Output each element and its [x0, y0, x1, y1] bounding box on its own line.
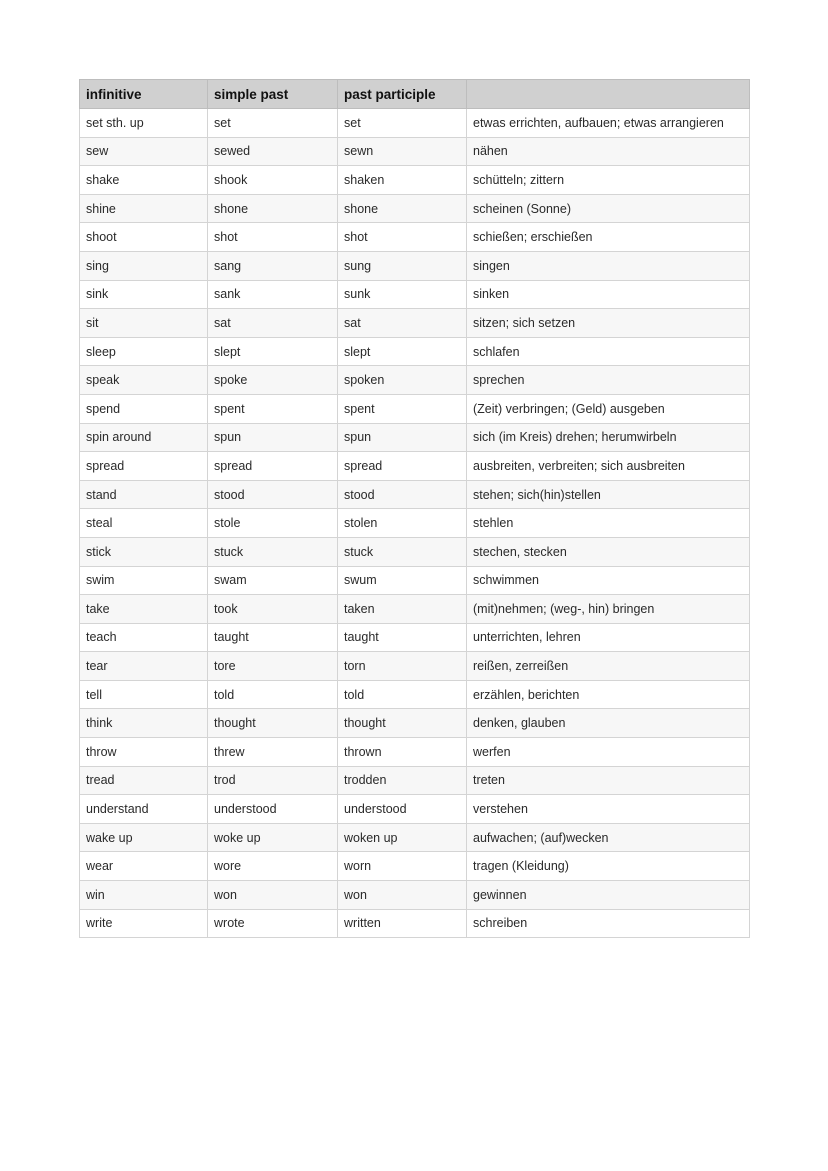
cell-past-participle: set: [338, 109, 467, 138]
cell-past-participle: thrown: [338, 738, 467, 767]
cell-simple-past: slept: [208, 337, 338, 366]
cell-simple-past: wrote: [208, 909, 338, 938]
cell-simple-past: tore: [208, 652, 338, 681]
cell-translation: scheinen (Sonne): [467, 194, 750, 223]
table-row: [80, 566, 750, 595]
cell-past-participle: won: [338, 881, 467, 910]
cell-past-participle: understood: [338, 795, 467, 824]
cell-past-participle: trodden: [338, 766, 467, 795]
table-row: [80, 623, 750, 652]
irregular-verbs-table: [79, 79, 750, 938]
table-row: [80, 366, 750, 395]
cell-infinitive: wear: [80, 852, 208, 881]
cell-past-participle: stood: [338, 480, 467, 509]
table-row: [80, 766, 750, 795]
cell-past-participle: spoken: [338, 366, 467, 395]
cell-past-participle: written: [338, 909, 467, 938]
cell-translation: stechen, stecken: [467, 537, 750, 566]
table-header: [80, 80, 750, 109]
table-row: [80, 309, 750, 338]
header-past-participle: past participle: [338, 80, 467, 109]
cell-simple-past: understood: [208, 795, 338, 824]
cell-simple-past: swam: [208, 566, 338, 595]
cell-infinitive: spend: [80, 394, 208, 423]
table-row: [80, 251, 750, 280]
cell-past-participle: taken: [338, 595, 467, 624]
cell-past-participle: sunk: [338, 280, 467, 309]
cell-translation: stehlen: [467, 509, 750, 538]
cell-infinitive: set sth. up: [80, 109, 208, 138]
cell-translation: schütteln; zittern: [467, 166, 750, 195]
table-row: [80, 509, 750, 538]
cell-infinitive: spread: [80, 452, 208, 481]
cell-infinitive: shake: [80, 166, 208, 195]
cell-infinitive: tear: [80, 652, 208, 681]
cell-translation: denken, glauben: [467, 709, 750, 738]
table-row: [80, 823, 750, 852]
cell-simple-past: thought: [208, 709, 338, 738]
cell-translation: unterrichten, lehren: [467, 623, 750, 652]
cell-translation: schreiben: [467, 909, 750, 938]
cell-simple-past: shone: [208, 194, 338, 223]
table-row: [80, 280, 750, 309]
cell-past-participle: sung: [338, 251, 467, 280]
header-translation: [467, 80, 750, 109]
cell-translation: schlafen: [467, 337, 750, 366]
table-row: [80, 394, 750, 423]
cell-infinitive: tread: [80, 766, 208, 795]
cell-simple-past: wore: [208, 852, 338, 881]
cell-translation: tragen (Kleidung): [467, 852, 750, 881]
cell-infinitive: stick: [80, 537, 208, 566]
cell-translation: nähen: [467, 137, 750, 166]
cell-past-participle: sewn: [338, 137, 467, 166]
header-row: [80, 80, 750, 109]
cell-past-participle: spent: [338, 394, 467, 423]
cell-translation: singen: [467, 251, 750, 280]
table-row: [80, 795, 750, 824]
table-row: [80, 337, 750, 366]
cell-infinitive: write: [80, 909, 208, 938]
cell-translation: werfen: [467, 738, 750, 767]
cell-past-participle: torn: [338, 652, 467, 681]
cell-infinitive: wake up: [80, 823, 208, 852]
cell-infinitive: sleep: [80, 337, 208, 366]
cell-translation: etwas errichten, aufbauen; etwas arrangieren: [467, 109, 750, 138]
table-row: [80, 109, 750, 138]
cell-past-participle: swum: [338, 566, 467, 595]
cell-simple-past: threw: [208, 738, 338, 767]
cell-infinitive: sit: [80, 309, 208, 338]
table-row: [80, 223, 750, 252]
cell-past-participle: spread: [338, 452, 467, 481]
cell-translation: aufwachen; (auf)wecken: [467, 823, 750, 852]
cell-translation: erzählen, berichten: [467, 680, 750, 709]
table-body: [80, 109, 750, 938]
cell-simple-past: trod: [208, 766, 338, 795]
cell-translation: sich (im Kreis) drehen; herumwirbeln: [467, 423, 750, 452]
table-row: [80, 194, 750, 223]
cell-past-participle: slept: [338, 337, 467, 366]
cell-simple-past: sat: [208, 309, 338, 338]
cell-simple-past: shook: [208, 166, 338, 195]
cell-simple-past: sewed: [208, 137, 338, 166]
cell-simple-past: spread: [208, 452, 338, 481]
cell-simple-past: won: [208, 881, 338, 910]
cell-past-participle: woken up: [338, 823, 467, 852]
cell-simple-past: set: [208, 109, 338, 138]
cell-simple-past: shot: [208, 223, 338, 252]
table-row: [80, 595, 750, 624]
cell-infinitive: throw: [80, 738, 208, 767]
cell-translation: sinken: [467, 280, 750, 309]
cell-past-participle: stuck: [338, 537, 467, 566]
cell-translation: schwimmen: [467, 566, 750, 595]
cell-translation: treten: [467, 766, 750, 795]
cell-infinitive: shoot: [80, 223, 208, 252]
table-row: [80, 738, 750, 767]
cell-past-participle: stolen: [338, 509, 467, 538]
cell-infinitive: teach: [80, 623, 208, 652]
cell-simple-past: told: [208, 680, 338, 709]
cell-simple-past: woke up: [208, 823, 338, 852]
cell-past-participle: shot: [338, 223, 467, 252]
table-row: [80, 709, 750, 738]
table-row: [80, 166, 750, 195]
cell-infinitive: shine: [80, 194, 208, 223]
cell-simple-past: stole: [208, 509, 338, 538]
cell-translation: (Zeit) verbringen; (Geld) ausgeben: [467, 394, 750, 423]
cell-simple-past: spun: [208, 423, 338, 452]
cell-infinitive: sew: [80, 137, 208, 166]
header-infinitive: infinitive: [80, 80, 208, 109]
cell-simple-past: spent: [208, 394, 338, 423]
cell-translation: verstehen: [467, 795, 750, 824]
cell-translation: reißen, zerreißen: [467, 652, 750, 681]
cell-simple-past: sank: [208, 280, 338, 309]
cell-simple-past: stood: [208, 480, 338, 509]
cell-simple-past: sang: [208, 251, 338, 280]
cell-past-participle: taught: [338, 623, 467, 652]
cell-translation: gewinnen: [467, 881, 750, 910]
cell-past-participle: told: [338, 680, 467, 709]
cell-past-participle: sat: [338, 309, 467, 338]
cell-infinitive: swim: [80, 566, 208, 595]
table-row: [80, 652, 750, 681]
cell-infinitive: spin around: [80, 423, 208, 452]
table-row: [80, 452, 750, 481]
cell-translation: schießen; erschießen: [467, 223, 750, 252]
table-row: [80, 852, 750, 881]
cell-infinitive: think: [80, 709, 208, 738]
table-row: [80, 680, 750, 709]
cell-infinitive: steal: [80, 509, 208, 538]
cell-simple-past: took: [208, 595, 338, 624]
cell-infinitive: understand: [80, 795, 208, 824]
cell-infinitive: speak: [80, 366, 208, 395]
cell-translation: ausbreiten, verbreiten; sich ausbreiten: [467, 452, 750, 481]
cell-infinitive: tell: [80, 680, 208, 709]
cell-past-participle: worn: [338, 852, 467, 881]
table-row: [80, 881, 750, 910]
cell-past-participle: shaken: [338, 166, 467, 195]
cell-infinitive: sink: [80, 280, 208, 309]
table-row: [80, 480, 750, 509]
cell-past-participle: shone: [338, 194, 467, 223]
table-row: [80, 909, 750, 938]
cell-simple-past: taught: [208, 623, 338, 652]
cell-translation: sprechen: [467, 366, 750, 395]
cell-simple-past: stuck: [208, 537, 338, 566]
cell-past-participle: spun: [338, 423, 467, 452]
cell-translation: sitzen; sich setzen: [467, 309, 750, 338]
cell-translation: (mit)nehmen; (weg-, hin) bringen: [467, 595, 750, 624]
cell-infinitive: win: [80, 881, 208, 910]
cell-simple-past: spoke: [208, 366, 338, 395]
cell-infinitive: take: [80, 595, 208, 624]
cell-translation: stehen; sich(hin)stellen: [467, 480, 750, 509]
cell-infinitive: stand: [80, 480, 208, 509]
table-row: [80, 137, 750, 166]
table-row: [80, 423, 750, 452]
cell-past-participle: thought: [338, 709, 467, 738]
table-row: [80, 537, 750, 566]
cell-infinitive: sing: [80, 251, 208, 280]
header-simple-past: simple past: [208, 80, 338, 109]
